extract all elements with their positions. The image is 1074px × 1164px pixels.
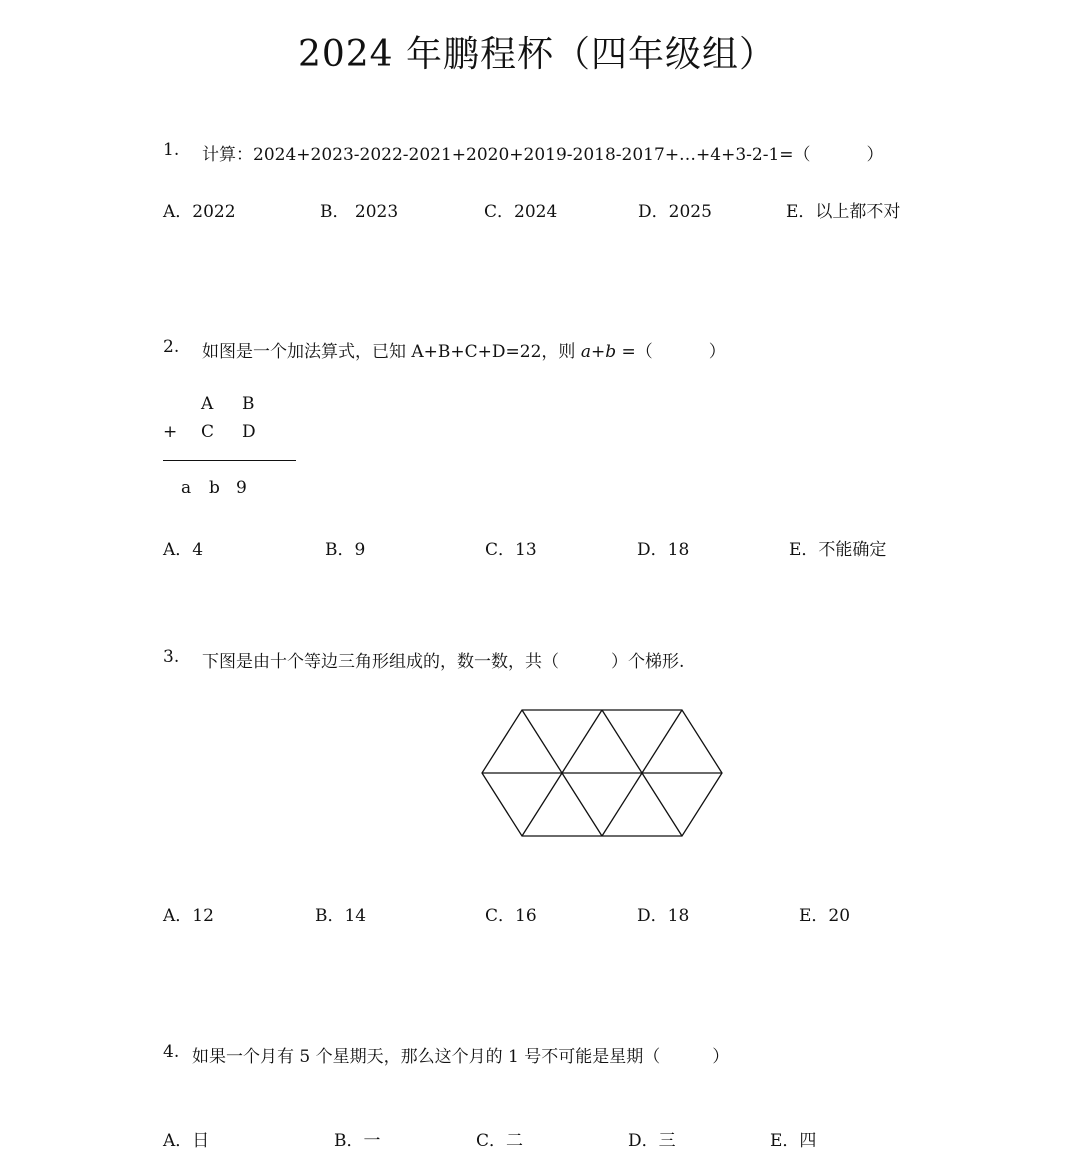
diagonal-line-6 xyxy=(562,773,602,836)
addend-1-digit-b: B xyxy=(242,394,255,414)
question-4-number: 4. xyxy=(163,1042,180,1062)
question-1-option-d[interactable]: D．2025 xyxy=(638,202,712,222)
diagonal-line-7 xyxy=(602,773,642,836)
question-4-text xyxy=(192,1042,729,1067)
sum-rule-line xyxy=(163,460,296,461)
diagonal-line-1 xyxy=(522,710,562,773)
question-4-option-e[interactable]: E．四 xyxy=(770,1131,817,1151)
addend-2-digit-d: D xyxy=(242,422,256,442)
question-2-equals: =（ xyxy=(616,342,653,362)
diagonal-line-3 xyxy=(602,710,642,773)
question-3-option-b[interactable]: B．14 xyxy=(315,906,367,926)
diagonal-line-8 xyxy=(642,773,682,836)
question-1-option-c[interactable]: C．2024 xyxy=(484,202,558,222)
question-2-text xyxy=(202,337,726,362)
question-4-option-d[interactable]: D．三 xyxy=(628,1131,676,1151)
question-4-option-a[interactable]: A．日 xyxy=(163,1131,210,1151)
question-2-number: 2. xyxy=(163,337,180,357)
question-3-text xyxy=(202,647,684,672)
question-2-stem: 如图是一个加法算式，已知 A+B+C+D=22，则 xyxy=(202,342,576,362)
question-2-option-b[interactable]: B．9 xyxy=(325,540,366,560)
question-2-option-a[interactable]: A．4 xyxy=(163,540,204,560)
question-1-text xyxy=(202,140,884,165)
question-1-option-e[interactable]: E．以上都不对 xyxy=(786,202,901,222)
question-4-close-paren: ） xyxy=(712,1047,730,1067)
sum-digit-b: b xyxy=(209,478,220,498)
question-3-number: 3. xyxy=(163,647,180,667)
question-3-option-d[interactable]: D．18 xyxy=(637,906,690,926)
question-2-option-d[interactable]: D．18 xyxy=(637,540,690,560)
addend-2-digit-c: C xyxy=(201,422,215,442)
triangle-grid-figure xyxy=(474,704,730,844)
question-1-option-b[interactable]: B． 2023 xyxy=(320,202,399,222)
question-4-option-b[interactable]: B．一 xyxy=(334,1131,381,1151)
plus-sign: + xyxy=(163,422,178,442)
question-1-stem: 计算：2024+2023-2022-2021+2020+2019-2018-2017+…+4+3-2-1=（ xyxy=(202,145,811,165)
question-3-option-e[interactable]: E．20 xyxy=(799,906,851,926)
question-2-close-paren: ） xyxy=(708,342,726,362)
question-3-tail: ）个梯形. xyxy=(611,652,685,672)
question-2-option-e[interactable]: E．不能确定 xyxy=(789,540,887,560)
question-3-option-c[interactable]: C．16 xyxy=(485,906,537,926)
question-1-option-a[interactable]: A．2022 xyxy=(163,202,236,222)
diagonal-line-5 xyxy=(522,773,562,836)
question-3-stem: 下图是由十个等边三角形组成的，数一数，共（ xyxy=(202,652,559,672)
question-1-close-paren: ） xyxy=(866,145,884,165)
diagonal-line-4 xyxy=(642,710,682,773)
addend-1-digit-a: A xyxy=(201,394,214,414)
question-2-option-c[interactable]: C．13 xyxy=(485,540,537,560)
question-4-stem: 如果一个月有 5 个星期天，那么这个月的 1 号不可能是星期（ xyxy=(192,1047,661,1067)
question-4-option-c[interactable]: C．二 xyxy=(476,1131,524,1151)
sum-digit-9: 9 xyxy=(236,478,247,498)
diagonal-line-2 xyxy=(562,710,602,773)
question-1-number: 1. xyxy=(163,140,180,160)
sum-digit-a: a xyxy=(181,478,192,498)
question-2-expression: a+b xyxy=(580,342,617,362)
question-3-option-a[interactable]: A．12 xyxy=(163,906,214,926)
page-title: 2024 年鹏程杯（四年级组） xyxy=(297,34,777,75)
